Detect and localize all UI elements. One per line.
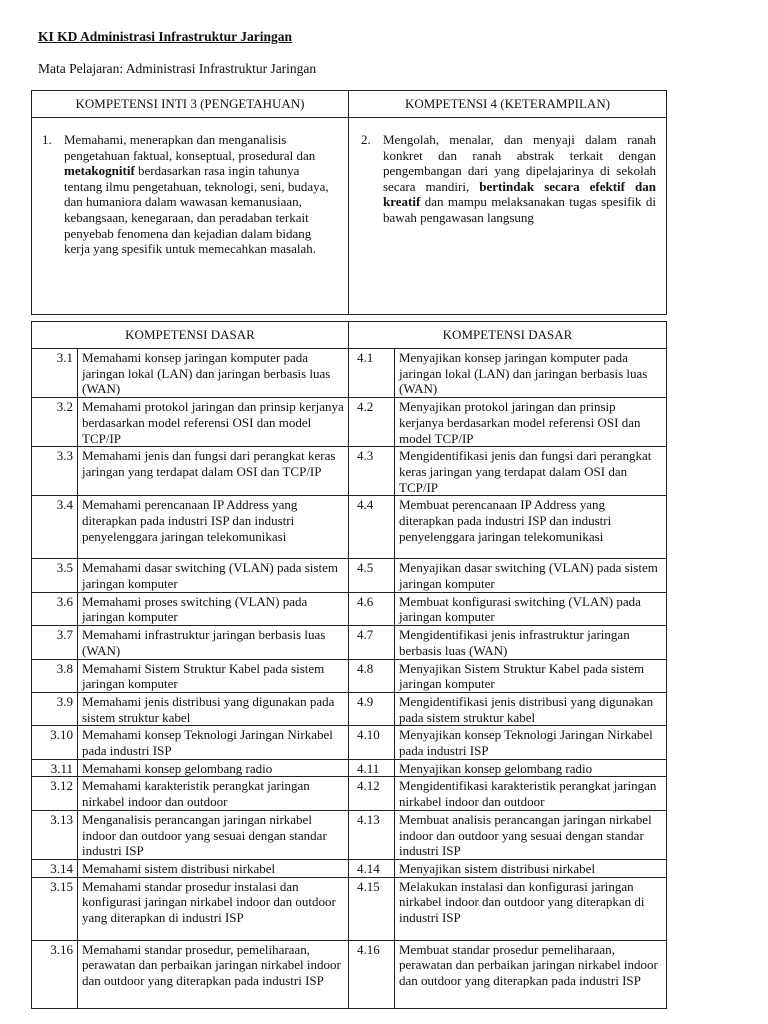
kd3-number: 3.4 (32, 496, 78, 559)
kd4-number: 4.15 (349, 877, 395, 940)
kd4-number: 4.2 (349, 398, 395, 447)
table-row (32, 496, 667, 559)
kd4-description: Membuat perencanaan IP Address yang diterapkan pada industri ISP dan industri penyelenggara jaringan telekomunikasi (395, 496, 667, 559)
kd3-number: 3.8 (32, 659, 78, 692)
table-row (32, 940, 667, 1008)
kd3-description: Memahami proses switching (VLAN) pada jaringan komputer (78, 592, 349, 625)
table-row (32, 777, 667, 810)
kd4-description: Menyajikan dasar switching (VLAN) pada sistem jaringan komputer (395, 559, 667, 592)
kd3-description: Memahami infrastruktur jaringan berbasis luas (WAN) (78, 626, 349, 659)
table-row (32, 877, 667, 940)
ki3-number: 1. (42, 132, 52, 147)
kd3-number: 3.11 (32, 759, 78, 777)
kd4-number: 4.5 (349, 559, 395, 592)
kd3-number: 3.13 (32, 810, 78, 859)
table-row (32, 692, 667, 725)
kd3-number: 3.12 (32, 777, 78, 810)
table-row (32, 810, 667, 859)
ki3-header: KOMPETENSI INTI 3 (PENGETAHUAN) (32, 91, 349, 118)
kd3-description: Memahami jenis distribusi yang digunakan pada sistem struktur kabel (78, 692, 349, 725)
kd3-description: Memahami konsep Teknologi Jaringan Nirkabel pada industri ISP (78, 726, 349, 759)
kd4-description: Membuat konfigurasi switching (VLAN) pada jaringan komputer (395, 592, 667, 625)
kd3-description: Memahami perencanaan IP Address yang diterapkan pada industri ISP dan industri penyelenggara jaringan telekomunikasi (78, 496, 349, 559)
kd4-number: 4.4 (349, 496, 395, 559)
kd3-description: Menganalisis perancangan jaringan nirkabel indoor dan outdoor yang sesuai dengan standar industri ISP (78, 810, 349, 859)
kd4-description: Membuat standar prosedur pemeliharaan, perawatan dan perbaikan jaringan nirkabel indoor dan outdoor yang diterapkan pada industri ISP (395, 940, 667, 1008)
ki3-text: Memahami, menerapkan dan menganalisis pengetahuan faktual, konseptual, prosedural dan metakognitif berdasarkan rasa ingin tahunya tentang ilmu pengetahuan, teknologi, seni, budaya, dan humaniora dalam wawasan kemanusiaan, kebangsaan, kenegaraan, dan peradaban terkait penyebab fenomena dan kejadian dalam bidang kerja yang spesifik untuk memecahkan masalah. (64, 132, 329, 257)
kd3-description: Memahami konsep gelombang radio (78, 759, 349, 777)
kd4-number: 4.12 (349, 777, 395, 810)
ki4-number: 2. (361, 132, 371, 147)
table-row (32, 349, 667, 398)
kd3-description: Memahami karakteristik perangkat jaringan nirkabel indoor dan outdoor (78, 777, 349, 810)
document-title: KI KD Administrasi Infrastruktur Jaringan (38, 29, 293, 44)
ki4-header: KOMPETENSI 4 (KETERAMPILAN) (349, 91, 667, 118)
ki3-cell (32, 118, 349, 315)
table-row (32, 759, 667, 777)
kd4-header: KOMPETENSI DASAR (349, 322, 667, 349)
kd3-number: 3.3 (32, 447, 78, 496)
kd3-header: KOMPETENSI DASAR (32, 322, 349, 349)
kompetensi-dasar-table (31, 321, 667, 1009)
kd4-number: 4.14 (349, 859, 395, 877)
kd4-number: 4.16 (349, 940, 395, 1008)
kd3-description: Memahami standar prosedur, pemeliharaan, perawatan dan perbaikan jaringan nirkabel indoor dan outdoor yang diterapkan pada industri ISP (78, 940, 349, 1008)
kd-rows (32, 349, 667, 1009)
kd4-number: 4.13 (349, 810, 395, 859)
table-row (32, 626, 667, 659)
kd3-number: 3.2 (32, 398, 78, 447)
kd4-number: 4.6 (349, 592, 395, 625)
kd3-description: Memahami standar prosedur instalasi dan konfigurasi jaringan nirkabel indoor dan outdoor yang diterapkan di industri ISP (78, 877, 349, 940)
kd4-number: 4.11 (349, 759, 395, 777)
kd4-description: Mengidentifikasi jenis distribusi yang digunakan pada sistem struktur kabel (395, 692, 667, 725)
ki4-text: Mengolah, menalar, dan menyaji dalam ranah konkret dan ranah abstrak terkait dengan pengembangan dari yang dipelajarinya di sekolah secara mandiri, bertindak secara efektif dan kreatif dan mampu melaksanakan tugas spesifik di bawah pengawasan langsung (383, 132, 656, 225)
table-row (32, 659, 667, 692)
kd4-description: Menyajikan konsep jaringan komputer pada jaringan lokal (LAN) dan jaringan berbasis luas (WAN) (395, 349, 667, 398)
kd3-number: 3.16 (32, 940, 78, 1008)
table-row (32, 447, 667, 496)
kd3-description: Memahami dasar switching (VLAN) pada sistem jaringan komputer (78, 559, 349, 592)
table-row (32, 592, 667, 625)
kd4-number: 4.3 (349, 447, 395, 496)
kompetensi-inti-table (31, 90, 667, 315)
kd4-description: Menyajikan konsep gelombang radio (395, 759, 667, 777)
kd3-number: 3.5 (32, 559, 78, 592)
kd4-number: 4.8 (349, 659, 395, 692)
kd3-number: 3.10 (32, 726, 78, 759)
kd3-number: 3.1 (32, 349, 78, 398)
kd3-number: 3.9 (32, 692, 78, 725)
kd3-number: 3.14 (32, 859, 78, 877)
kd3-description: Memahami konsep jaringan komputer pada jaringan lokal (LAN) dan jaringan berbasis luas (WAN) (78, 349, 349, 398)
kd4-description: Menyajikan konsep Teknologi Jaringan Nirkabel pada industri ISP (395, 726, 667, 759)
kd4-description: Melakukan instalasi dan konfigurasi jaringan nirkabel indoor dan outdoor yang diterapkan di industri ISP (395, 877, 667, 940)
table-row (32, 726, 667, 759)
kd3-number: 3.6 (32, 592, 78, 625)
table-row (32, 559, 667, 592)
kd4-description: Mengidentifikasi karakteristik perangkat jaringan nirkabel indoor dan outdoor (395, 777, 667, 810)
kd3-description: Memahami jenis dan fungsi dari perangkat keras jaringan yang terdapat dalam OSI dan TCP/IP (78, 447, 349, 496)
kd3-description: Memahami sistem distribusi nirkabel (78, 859, 349, 877)
kd3-number: 3.15 (32, 877, 78, 940)
kd3-description: Memahami Sistem Struktur Kabel pada sistem jaringan komputer (78, 659, 349, 692)
table-row (32, 398, 667, 447)
table-row (32, 859, 667, 877)
kd4-number: 4.1 (349, 349, 395, 398)
ki4-cell (349, 118, 667, 315)
kd4-description: Mengidentifikasi jenis infrastruktur jaringan berbasis luas (WAN) (395, 626, 667, 659)
kd4-description: Mengidentifikasi jenis dan fungsi dari perangkat keras jaringan yang terdapat dalam OSI dan TCP/IP (395, 447, 667, 496)
subject-line: Mata Pelajaran: Administrasi Infrastruktur Jaringan (38, 61, 317, 76)
kd3-number: 3.7 (32, 626, 78, 659)
kd4-description: Membuat analisis perancangan jaringan nirkabel indoor dan outdoor yang sesuai dengan standar industri ISP (395, 810, 667, 859)
kd4-number: 4.7 (349, 626, 395, 659)
kd3-description: Memahami protokol jaringan dan prinsip kerjanya berdasarkan model referensi OSI dan model TCP/IP (78, 398, 349, 447)
kd4-number: 4.9 (349, 692, 395, 725)
kd4-number: 4.10 (349, 726, 395, 759)
ki3-bold-term: metakognitif (64, 163, 135, 179)
kd4-description: Menyajikan sistem distribusi nirkabel (395, 859, 667, 877)
ki4-bold-term: bertindak secara efektif dan kreatif (383, 178, 656, 210)
kd4-description: Menyajikan protokol jaringan dan prinsip kerjanya berdasarkan model referensi OSI dan model TCP/IP (395, 398, 667, 447)
kd4-description: Menyajikan Sistem Struktur Kabel pada sistem jaringan komputer (395, 659, 667, 692)
